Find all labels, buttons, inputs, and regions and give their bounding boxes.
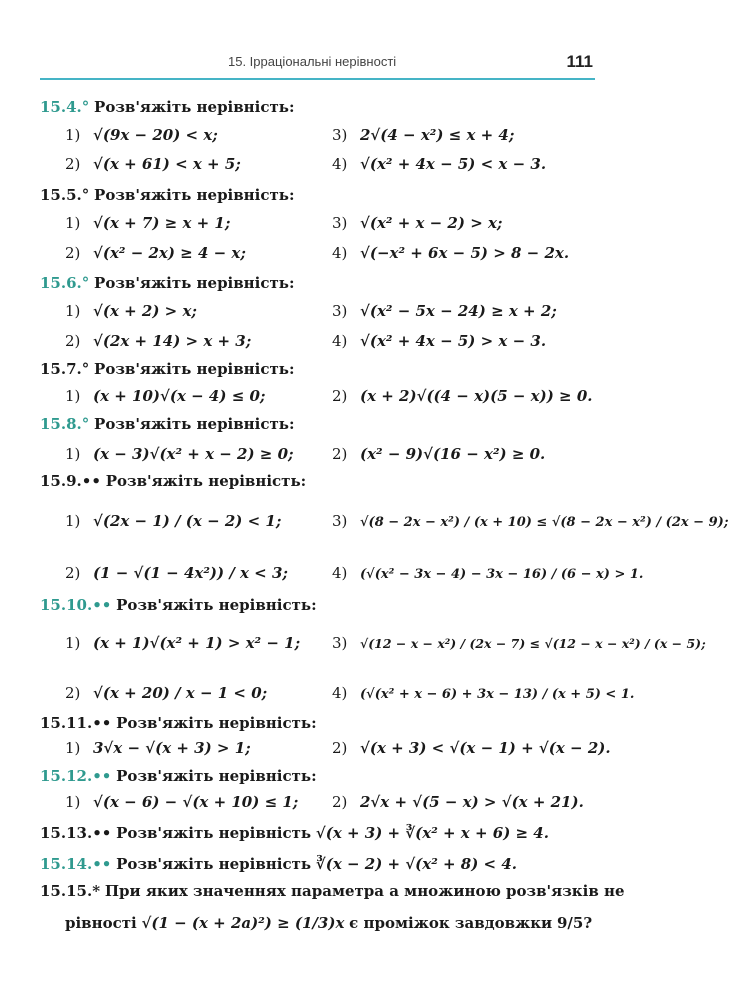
problem-item: 1) 3√x − √(x + 3) > 1; — [65, 739, 251, 757]
problem-15-13 — [40, 822, 650, 844]
problem-item: 1) √(2x − 1) / (x − 2) < 1; — [65, 512, 282, 530]
problem-15-15 — [40, 880, 650, 902]
problem-item: 3) √(x² − 5x − 24) ≥ x + 2; — [332, 302, 557, 320]
problem-item: 3) 2√(4 − x²) ≤ x + 4; — [332, 126, 515, 144]
page-number: 111 — [566, 52, 593, 71]
problem-15-4 — [40, 96, 650, 118]
problem-item: 2) 2√x + √(5 − x) > √(x + 21). — [332, 793, 584, 811]
problem-15-5 — [40, 184, 650, 206]
problem-15-6 — [40, 272, 650, 294]
problem-15-10 — [40, 594, 650, 616]
problem-number: 15.6.° — [40, 274, 90, 292]
problem-item: 4) √(x² + 4x − 5) < x − 3. — [332, 155, 547, 173]
problem-item: 2) √(x + 3) < √(x − 1) + √(x − 2). — [332, 739, 611, 757]
problem-15-7 — [40, 358, 650, 380]
problem-instruction: Розв'яжіть нерівність: — [116, 714, 317, 732]
problem-instruction: Розв'яжіть нерівність: — [116, 596, 317, 614]
section-title: 15. Ірраціональні нерівності — [228, 54, 397, 69]
problem-number: 15.9.•• — [40, 472, 101, 490]
problem-item: 3) √(12 − x − x²) / (2x − 7) ≤ √(12 − x − x²) / (x − 5); — [332, 634, 706, 652]
problem-number: 15.7.° — [40, 360, 90, 378]
problem-instruction: Розв'яжіть нерівність: — [94, 274, 295, 292]
problem-number: 15.13.•• — [40, 824, 112, 842]
problem-instruction: Розв'яжіть нерівність: — [105, 472, 307, 490]
problem-number: 15.10.•• — [40, 596, 112, 614]
problem-number: 15.4.° — [40, 98, 90, 116]
problem-expression: √(x + 3) + ∛(x² + x + 6) ≥ 4. — [315, 824, 549, 842]
page-header — [40, 52, 595, 80]
problem-item: 1) (x − 3)√(x² + x − 2) ≥ 0; — [65, 445, 294, 463]
problem-number: 15.11.•• — [40, 714, 112, 732]
problem-instruction: Розв'яжіть нерівність: — [94, 360, 295, 378]
problem-15-8 — [40, 413, 650, 435]
problem-item: 4) (√(x² + x − 6) + 3x − 13) / (x + 5) < 1. — [332, 684, 635, 702]
problem-15-12 — [40, 765, 650, 787]
problem-number: 15.14.•• — [40, 855, 112, 873]
problem-instruction: Розв'яжіть нерівність — [116, 855, 312, 873]
problem-item: 2) √(x² − 2x) ≥ 4 − x; — [65, 244, 246, 262]
problem-item: 2) (x² − 9)√(16 − x²) ≥ 0. — [332, 445, 546, 463]
problem-instruction: Розв'яжіть нерівність: — [94, 186, 295, 204]
problem-instruction: При яких значеннях параметра a множиною розв'язків не — [104, 882, 625, 900]
problem-instruction: Розв'яжіть нерівність: — [94, 98, 295, 116]
problem-item: 1) √(x + 7) ≥ x + 1; — [65, 214, 231, 232]
problem-15-15-continuation: рівності √(1 − (x + 2a)²) ≥ (1/3)x є проміжок завдовжки 9/5? — [65, 914, 593, 932]
problem-item: 2) √(x + 61) < x + 5; — [65, 155, 241, 173]
problem-item: 1) √(9x − 20) < x; — [65, 126, 218, 144]
problem-item: 2) √(2x + 14) > x + 3; — [65, 332, 252, 350]
problem-item: 1) (x + 1)√(x² + 1) > x² − 1; — [65, 634, 301, 652]
problem-item: 1) √(x − 6) − √(x + 10) ≤ 1; — [65, 793, 299, 811]
problem-number: 15.5.° — [40, 186, 90, 204]
problem-number: 15.15.* — [40, 882, 101, 900]
problem-item: 4) √(x² + 4x − 5) > x − 3. — [332, 332, 547, 350]
problem-item: 2) (1 − √(1 − 4x²)) / x < 3; — [65, 564, 288, 582]
problem-item: 2) √(x + 20) / x − 1 < 0; — [65, 684, 268, 702]
problem-15-9 — [40, 470, 650, 492]
problem-number: 15.8.° — [40, 415, 90, 433]
problem-number: 15.12.•• — [40, 767, 112, 785]
problem-item: 3) √(x² + x − 2) > x; — [332, 214, 503, 232]
problem-item: 2) (x + 2)√((4 − x)(5 − x)) ≥ 0. — [332, 387, 593, 405]
problem-item: 1) √(x + 2) > x; — [65, 302, 197, 320]
problem-instruction: Розв'яжіть нерівність — [116, 824, 312, 842]
problem-item: 1) (x + 10)√(x − 4) ≤ 0; — [65, 387, 266, 405]
problem-instruction: Розв'яжіть нерівність: — [116, 767, 317, 785]
problem-item: 4) (√(x² − 3x − 4) − 3x − 16) / (6 − x) > 1. — [332, 564, 644, 582]
problem-15-11 — [40, 712, 650, 734]
problem-expression: √(1 − (x + 2a)²) ≥ (1/3)x — [141, 914, 345, 932]
problem-15-14 — [40, 853, 650, 875]
problem-expression: ∛(x − 2) + √(x² + 8) < 4. — [315, 855, 518, 873]
problem-item: 3) √(8 − 2x − x²) / (x + 10) ≤ √(8 − 2x − x²) / (2x − 9); — [332, 512, 729, 530]
problem-item: 4) √(−x² + 6x − 5) > 8 − 2x. — [332, 244, 570, 262]
problem-instruction: Розв'яжіть нерівність: — [94, 415, 295, 433]
